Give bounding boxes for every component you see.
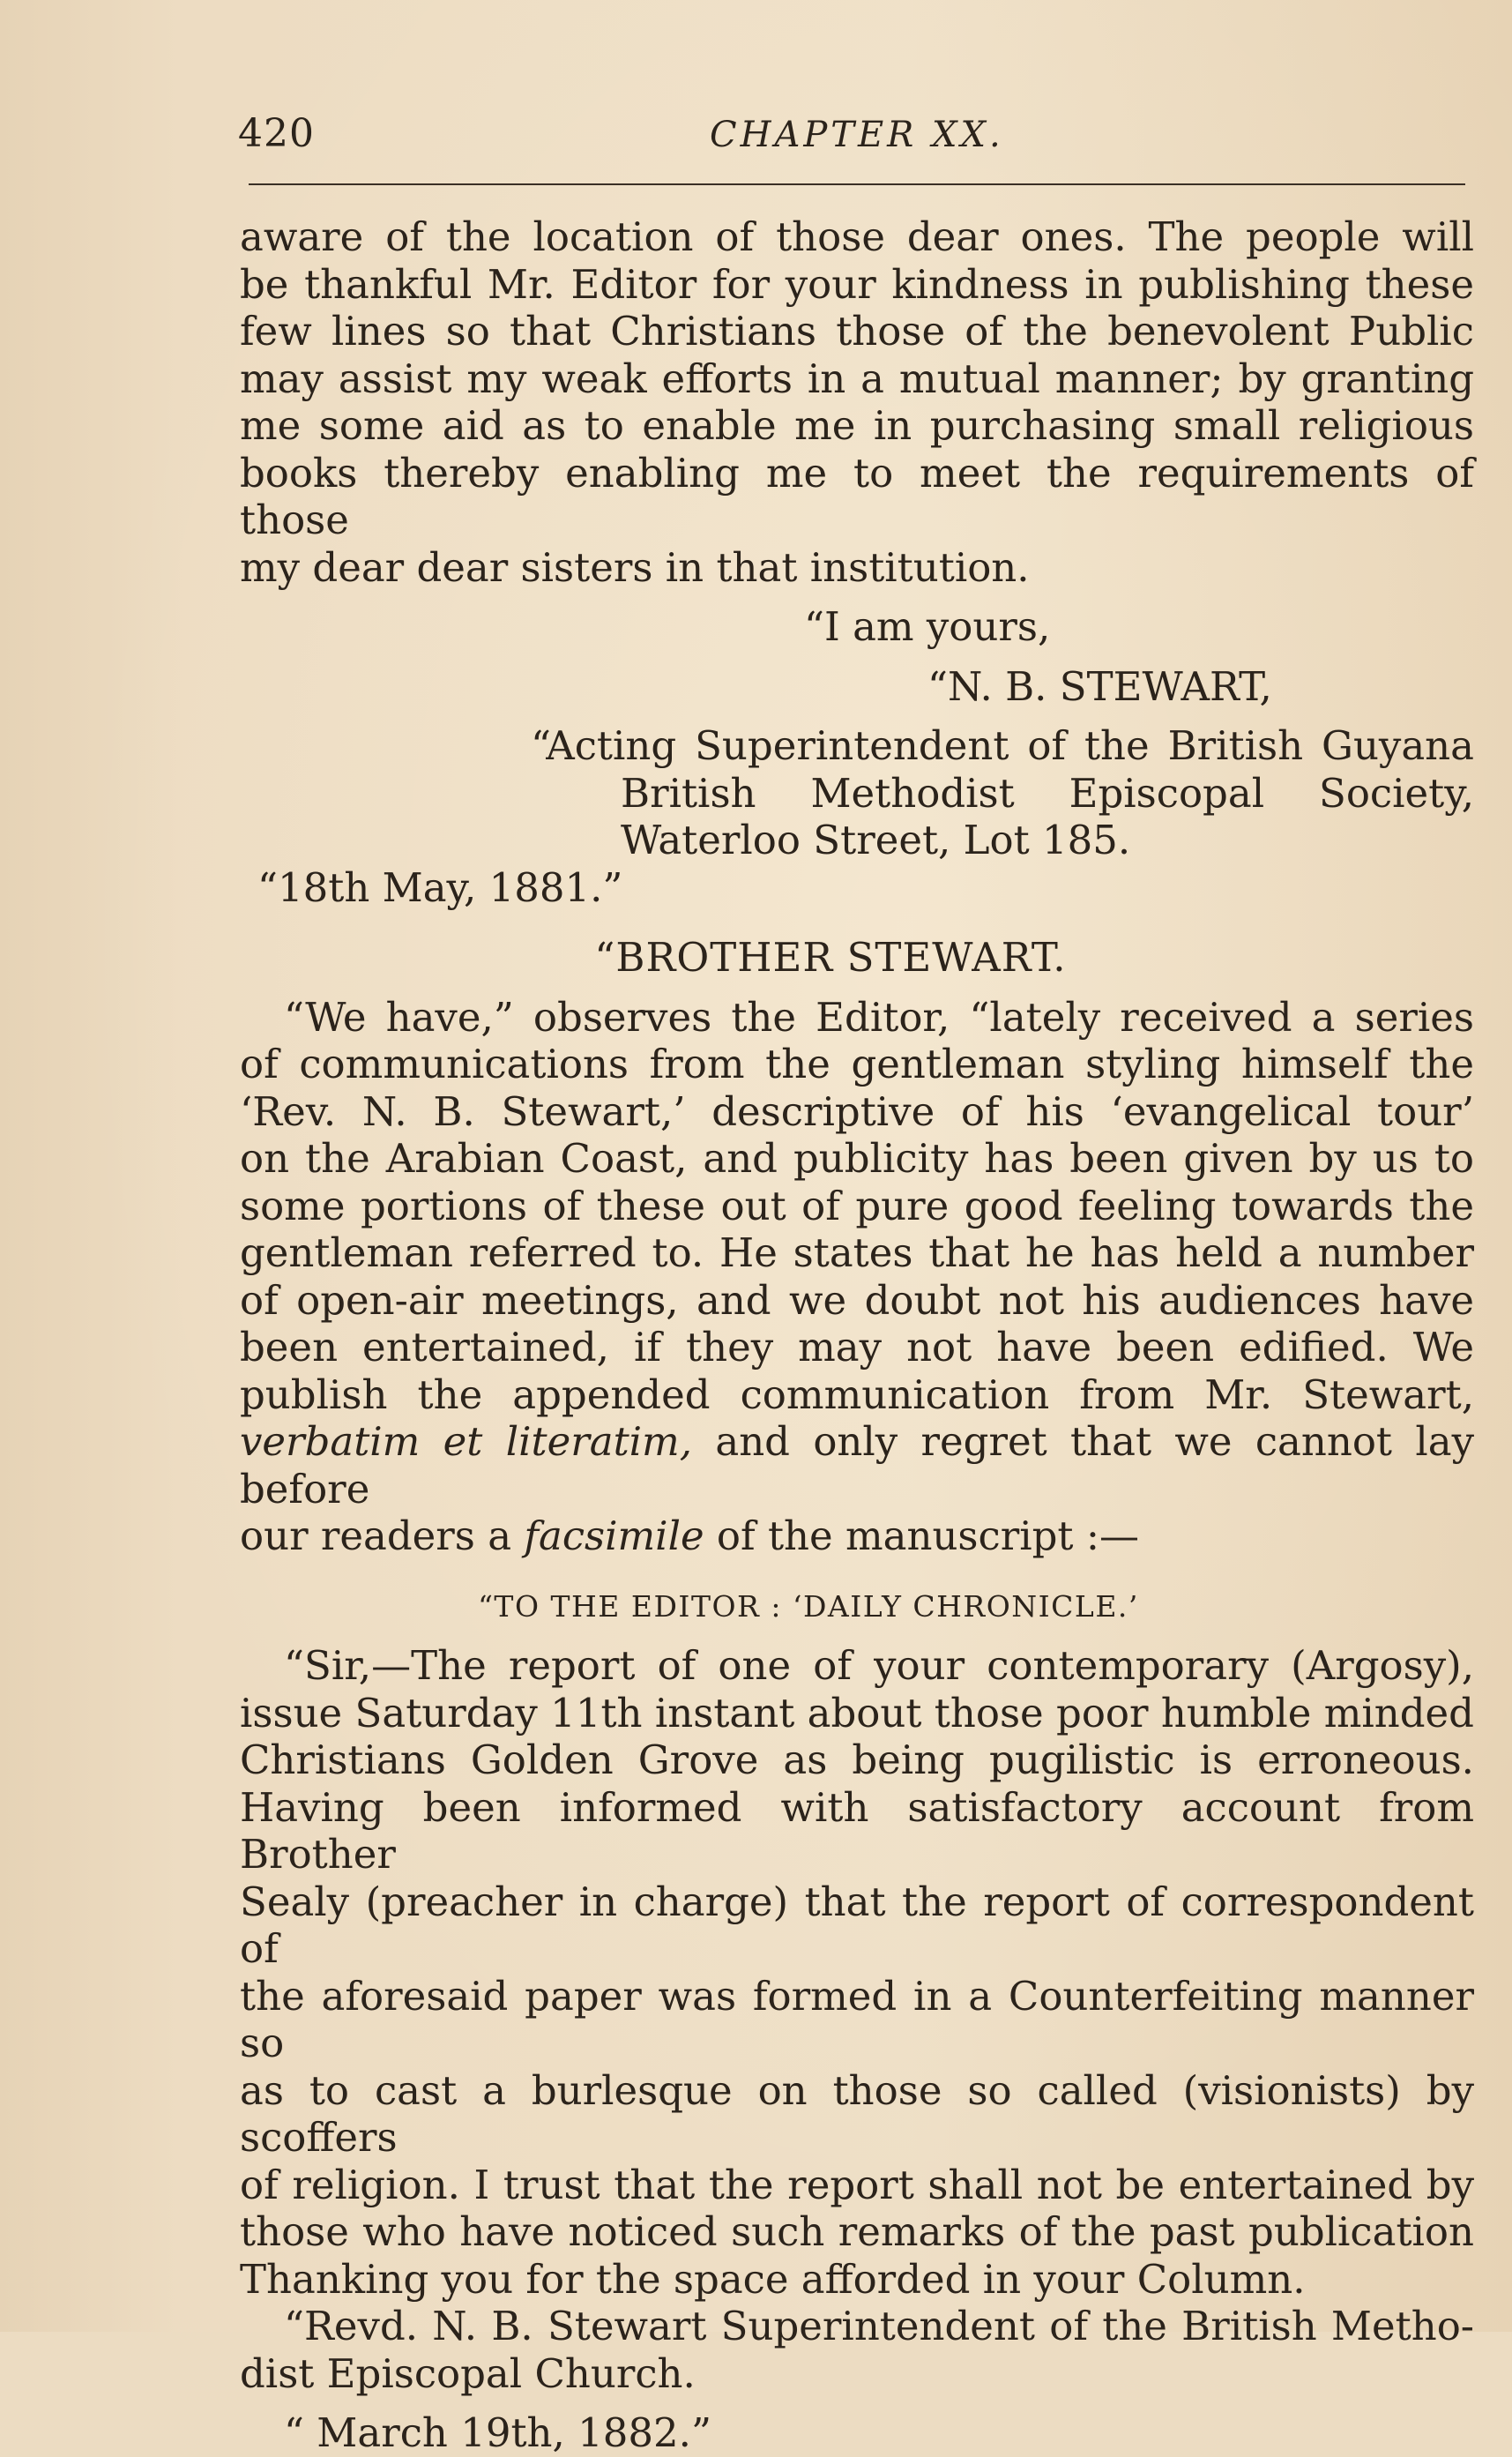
text-line: some portions of these out of pure good feeling towards the	[240, 1182, 1474, 1229]
text-line: issue Saturday 11th instant about those poor humble minded	[240, 1689, 1474, 1736]
text-span: our readers a	[240, 1512, 525, 1559]
letter-date: “18th May, 1881.”	[257, 863, 623, 911]
text-line: Having been informed with satisfactory account from Brother	[240, 1783, 1474, 1878]
letter-date: “ March 19th, 1882.”	[284, 2409, 711, 2456]
text-line: Sealy (preacher in charge) that the report of correspondent of	[240, 1878, 1474, 1972]
text-line: few lines so that Christians those of the benevolent Public	[240, 308, 1474, 355]
text-line: ‘Rev. N. B. Stewart,’ descriptive of his ‘evangelical tour’	[240, 1087, 1474, 1135]
text-line: publish the appended communication from Mr. Stewart,	[240, 1370, 1474, 1418]
letter-signoff: dist Episcopal Church.	[240, 2349, 696, 2397]
text-span: and only regret that we cannot lay before	[240, 1418, 1474, 1512]
letter-signature: “N. B. STEWART,	[927, 662, 1272, 710]
text-line: of open-air meetings, and we doubt not his audiences have	[240, 1276, 1474, 1324]
section-heading: “BROTHER STEWART.	[594, 934, 1067, 981]
signatory-title: “Acting Superintendent of the British Guyana	[531, 722, 1474, 769]
text-line: “We have,” observes the Editor, “lately received a series	[284, 993, 1474, 1041]
text-line: books thereby enabling me to meet the requirements of those	[240, 449, 1474, 543]
text-line	[240, 1418, 1474, 1512]
text-line: of communications from the gentleman styling himself the	[240, 1041, 1474, 1087]
signatory-address: Waterloo Street, Lot 185.	[621, 817, 1131, 863]
letter-signoff: “Revd. N. B. Stewart Superintendent of the British Metho-	[284, 2303, 1474, 2349]
italic-phrase: facsimile	[524, 1512, 704, 1559]
text-line: Thanking you for the space afforded in your Column.	[240, 2255, 1306, 2303]
text-line: gentleman referred to. He states that he has held a number	[240, 1229, 1474, 1276]
text-line: as to cast a burlesque on those so called (visionists) by scoffers	[240, 2066, 1474, 2161]
page-header	[238, 104, 1450, 166]
text-line: on the Arabian Coast, and publicity has been given by us to	[240, 1135, 1474, 1182]
text-line: been entertained, if they may not have been edified. We	[240, 1324, 1474, 1370]
header-rule	[249, 183, 1465, 185]
text-line: be thankful Mr. Editor for your kindness in publishing these	[240, 260, 1474, 308]
text-span: of the manuscript :—	[704, 1512, 1139, 1559]
text-line: the aforesaid paper was formed in a Counterfeiting manner so	[240, 1972, 1474, 2066]
page-number: 420	[238, 111, 315, 156]
text-line: “Sir,—The report of one of your contemporary (Argosy),	[284, 1642, 1474, 1689]
text-line: may assist my weak efforts in a mutual manner; by granting	[240, 355, 1474, 402]
text-line: of religion. I trust that the report shall not be entertained by	[240, 2161, 1474, 2208]
letter-closing: “I am yours,	[804, 603, 1051, 650]
italic-phrase: verbatim et literatim,	[240, 1418, 693, 1465]
letter-heading: “TO THE EDITOR : ‘DAILY CHRONICLE.’	[478, 1588, 1139, 1624]
text-line: my dear dear sisters in that institution.	[240, 543, 1030, 591]
text-line	[240, 1512, 1474, 1560]
text-line: me some aid as to enable me in purchasing small religious	[240, 402, 1474, 449]
signatory-title: British Methodist Episcopal Society,	[621, 769, 1474, 817]
text-line: aware of the location of those dear ones. The people will	[240, 213, 1474, 260]
page-body	[240, 213, 1474, 2457]
running-head: CHAPTER XX.	[710, 115, 1004, 155]
text-line: Christians Golden Grove as being pugilistic is erroneous.	[240, 1736, 1474, 1783]
text-line: those who have noticed such remarks of the past publication	[240, 2208, 1474, 2255]
